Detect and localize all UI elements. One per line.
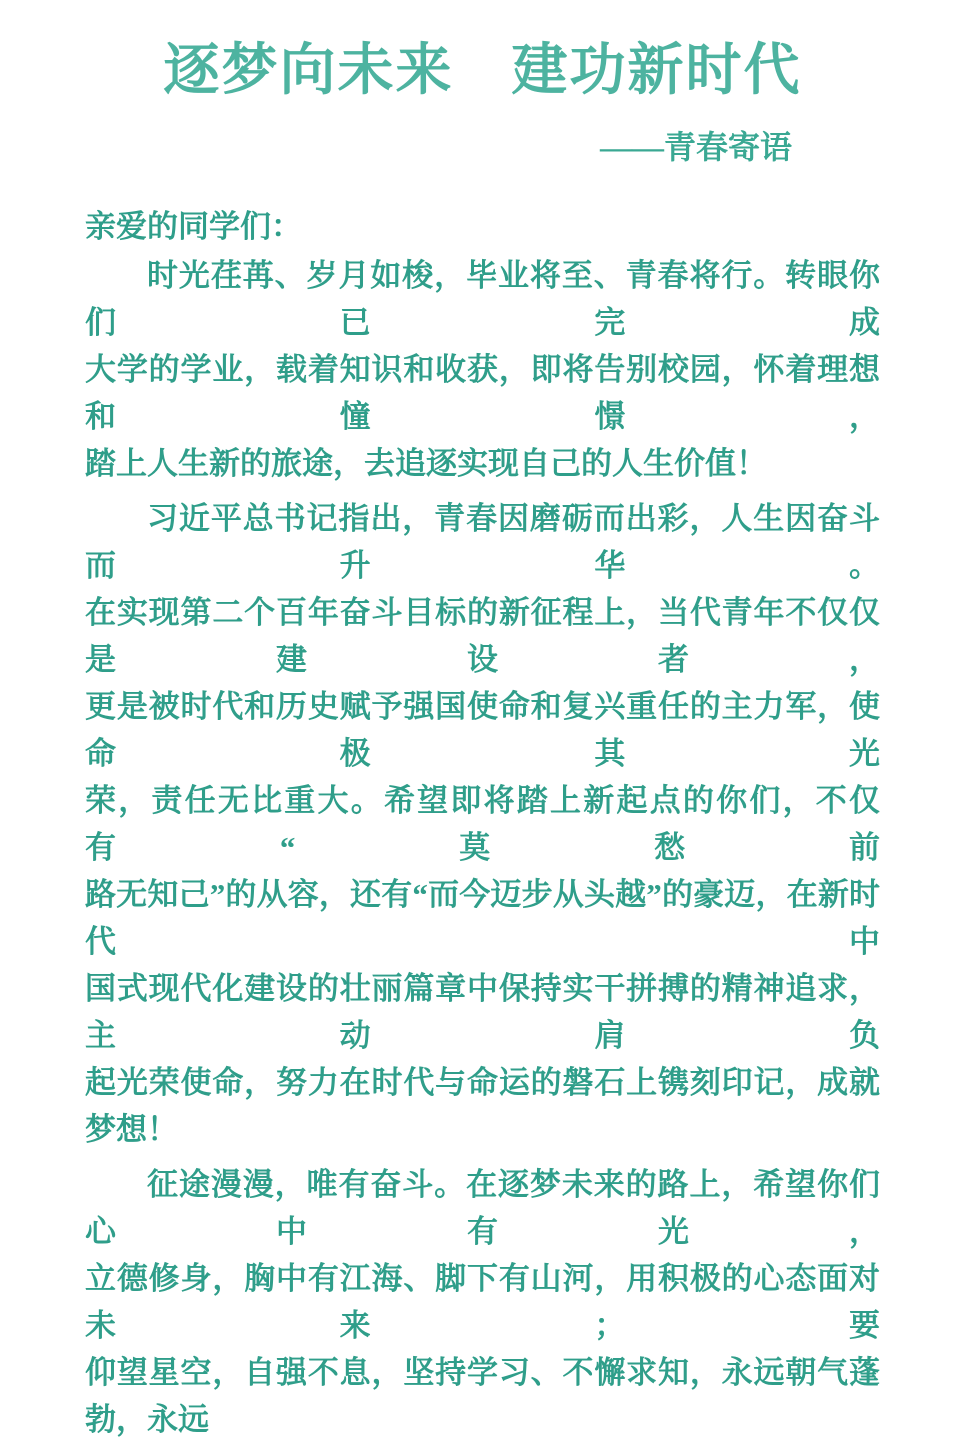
body-line: 在实现第二个百年奋斗目标的新征程上，当代青年不仅仅是建设者， bbox=[85, 594, 880, 677]
body-line: 大学的学业，载着知识和收获，即将告别校园，怀着理想和憧憬， bbox=[85, 351, 880, 434]
page-title: 逐梦向未来 建功新时代 bbox=[163, 38, 802, 101]
paragraph-1 bbox=[85, 252, 880, 487]
salutation: 亲爱的同学们： bbox=[85, 208, 302, 244]
page-subtitle: ——青春寄语 bbox=[599, 129, 792, 166]
body-line: 立德修身，胸中有江海、脚下有山河，用积极的心态面对未来；要 bbox=[85, 1260, 880, 1343]
paragraph-2 bbox=[85, 495, 880, 1153]
body-line: 习近平总书记指出，青春因磨砺而出彩，人生因奋斗而升华。 bbox=[85, 500, 880, 583]
body-line: 踏上人生新的旅途，去追逐实现自己的人生价值！ bbox=[85, 445, 767, 481]
body-line: 征途漫漫，唯有奋斗。在逐梦未来的路上，希望你们心中有光， bbox=[85, 1166, 880, 1249]
letter-body bbox=[85, 203, 880, 1443]
body-line: 荣，责任无比重大。希望即将踏上新起点的你们，不仅有“莫愁前 bbox=[85, 782, 880, 865]
body-line: 起光荣使命，努力在时代与命运的磐石上镌刻印记，成就梦想！ bbox=[85, 1064, 880, 1147]
body-line: 国式现代化建设的壮丽篇章中保持实干拼搏的精神追求，主动肩负 bbox=[85, 970, 880, 1053]
paragraph-3 bbox=[85, 1161, 880, 1443]
body-line: 时光荏苒、岁月如梭，毕业将至、青春将行。转眼你们已完成 bbox=[85, 257, 880, 340]
body-line: 路无知己”的从容，还有“而今迈步从头越”的豪迈，在新时代中 bbox=[85, 876, 880, 959]
body-line: 仰望星空，自强不息，坚持学习、不懈求知，永远朝气蓬勃，永远 bbox=[85, 1354, 880, 1437]
body-line: 更是被时代和历史赋予强国使命和复兴重任的主力军，使命极其光 bbox=[85, 688, 880, 771]
